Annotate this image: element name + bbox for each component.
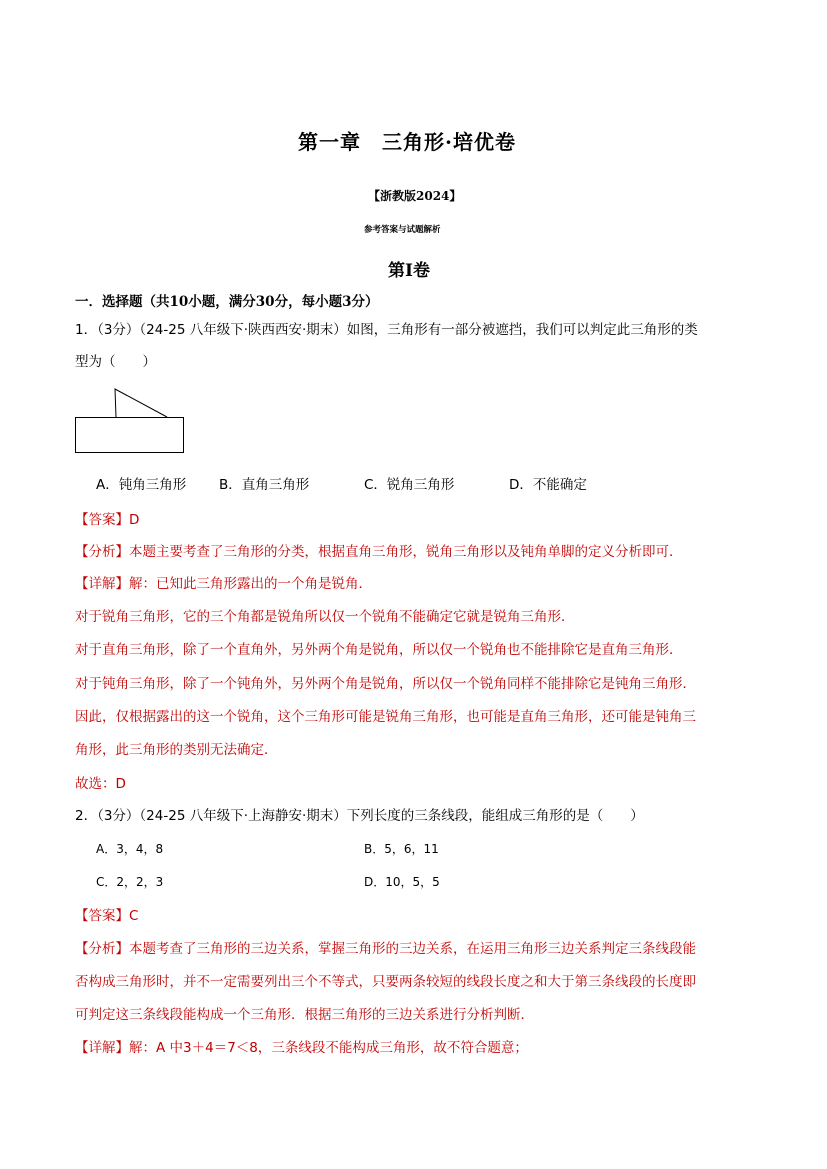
q2-detail-label: 【详解】 <box>75 1040 129 1056</box>
q1-detail-line-1: 对于锐角三角形，它的三个角都是锐角所以仅一个锐角不能确定它就是锐角三角形． <box>75 609 575 625</box>
q1-analysis-label: 【分析】 <box>75 544 129 560</box>
q2-detail <box>75 1036 528 1056</box>
q2-option-b: B．5，6，11 <box>364 842 439 856</box>
volume-title: 第I卷 <box>388 261 430 281</box>
q2-option-c: C．2，2，3 <box>96 875 164 889</box>
q1-stem-line2: 型为（ ） <box>75 354 156 370</box>
q1-stem-line1: 1．（3分）（24-25 八年级下·陕西西安·期末）如图，三角形有一部分被遮挡，我们可以判定此三角形的类 <box>75 322 698 338</box>
q1-answer-value: D <box>129 512 140 528</box>
q2-option-d: D．10，5，5 <box>364 875 440 889</box>
q1-detail-line-5: 角形，此三角形的类别无法确定． <box>75 742 278 758</box>
q1-detail-line-3: 对于钝角三角形，除了一个钝角外，另外两个角是锐角，所以仅一个锐角同样不能排除它是钝角三角形． <box>75 676 696 692</box>
q1-analysis-text: 本题主要考查了三角形的分类，根据直角三角形，锐角三角形以及钝角单脚的定义分析即可． <box>129 544 683 560</box>
q2-option-a: A．3，4，8 <box>96 842 164 856</box>
q2-analysis-line-3: 可判定这三条线段能构成一个三角形．根据三角形的三边关系进行分析判断． <box>75 1007 534 1023</box>
q1-detail-line-4: 因此，仅根据露出的这一个锐角，这个三角形可能是锐角三角形，也可能是直角三角形，还可能是钝角三 <box>75 709 696 725</box>
q2-answer-label: 【答案】 <box>75 908 129 924</box>
q2-stem: 2．（3分）（24-25 八年级下·上海静安·期末）下列长度的三条线段，能组成三角形的是（ ） <box>75 808 644 824</box>
hidden-triangle-figure <box>74 386 186 456</box>
q1-answer <box>75 508 139 528</box>
answer-note: 参考答案与试题解析 <box>364 225 441 235</box>
q1-detail-label: 【详解】 <box>75 576 129 592</box>
q1-option-c: C．锐角三角形 <box>364 477 455 493</box>
q2-analysis <box>75 937 696 957</box>
q1-detail <box>75 572 372 592</box>
q1-detail-line-2: 对于直角三角形，除了一个直角外，另外两个角是锐角，所以仅一个锐角也不能排除它是直角三角形． <box>75 642 683 658</box>
q2-analysis-line-1: 本题考查了三角形的三边关系，掌握三角形的三边关系，在运用三角形三边关系判定三条线段能 <box>129 941 696 957</box>
q1-option-a: A．钝角三角形 <box>96 477 187 493</box>
q1-answer-label: 【答案】 <box>75 512 129 528</box>
q2-analysis-label: 【分析】 <box>75 941 129 957</box>
q2-detail-first: 解：A 中3＋4＝7＜8，三条线段不能构成三角形，故不符合题意； <box>129 1040 528 1056</box>
q2-answer <box>75 904 138 924</box>
q1-choose: 故选：D <box>75 776 126 792</box>
q1-analysis <box>75 540 683 560</box>
page-title: 第一章 三角形·培优卷 <box>298 130 516 154</box>
q1-option-d: D．不能确定 <box>509 477 587 493</box>
covering-rectangle <box>76 418 184 453</box>
triangle-visible-edges <box>115 389 167 417</box>
section-heading: 一．选择题（共10小题，满分30分，每小题3分） <box>75 294 379 310</box>
q2-answer-value: C <box>129 908 139 924</box>
q2-analysis-line-2: 否构成三角形时，并不一定需要列出三个不等式，只要两条较短的线段长度之和大于第三条线段的长度即 <box>75 974 696 990</box>
q1-detail-first: 解：已知此三角形露出的一个角是锐角． <box>129 576 372 592</box>
edition-label: 【浙教版2024】 <box>368 189 462 203</box>
q1-option-b: B．直角三角形 <box>219 477 310 493</box>
